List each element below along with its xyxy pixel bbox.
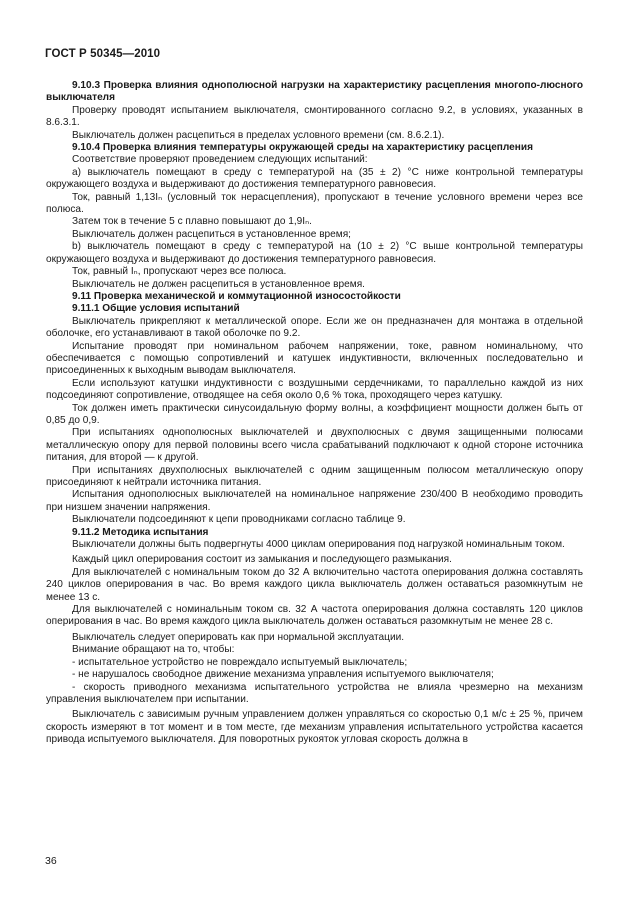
paragraph: - скорость приводного механизма испытательного устройства не влияла чрезмерно на механизм управления выключателем при испытании. xyxy=(46,681,583,705)
paragraph: Испытания однополюсных выключателей на номинальное напряжение 230/400 В необходимо проводить при низшем значении напряжения. xyxy=(46,489,583,513)
paragraph: Выключатель прикрепляют к металлической опоре. Если же он предназначен для монтажа в отдельной оболочке, его устанавливают в такой оболочке по 9.2. xyxy=(46,315,583,340)
paragraph: Выключатели подсоединяют к цепи проводниками согласно таблице 9. xyxy=(72,514,406,526)
paragraph: Внимание обращают на то, чтобы: xyxy=(72,644,235,656)
paragraph: Затем ток в течение 5 с плавно повышают до 1,9Iₙ. xyxy=(72,216,312,228)
paragraph: При испытаниях однополюсных выключателей и двухполюсных с двумя защищенными полюсами металлическую опору для первой половины всего числа срабатываний подключают к одной стороне источника питания, для второй — к другой. xyxy=(46,427,583,464)
section-heading: 9.11.1 Общие условия испытаний xyxy=(72,303,240,315)
document-body xyxy=(46,80,583,747)
paragraph: Проверку проводят испытанием выключателя, смонтированного согласно 9.2, в условиях, указанных в 8.6.3.1. xyxy=(46,104,583,129)
paragraph: Испытание проводят при номинальном рабочем напряжении, токе, равном номинальному, что обеспечивается с помощью сопротивлений и катушек индуктивности, включенных последовательно и присоединенных к выходным выводам выключателя. xyxy=(46,340,583,377)
paragraph: - испытательное устройство не повреждало испытуемый выключатель; xyxy=(72,656,408,668)
paragraph: Для выключателей с номинальным током до 32 А включительно частота оперирования должна составлять 240 циклов оперирования в час. Во время каждого цикла выключатель должен оставаться разомкнутым не менее 13 с. xyxy=(46,566,583,603)
paragraph: Выключатель следует оперировать как при нормальной эксплуатации. xyxy=(72,631,405,643)
section-heading: 9.10.4 Проверка влияния температуры окружающей среды на характеристику расцепления xyxy=(72,142,533,154)
paragraph: Соответствие проверяют проведением следующих испытаний: xyxy=(72,154,368,166)
paragraph: Ток, равный Iₙ, пропускают через все полюса. xyxy=(72,266,287,278)
paragraph: Выключатель должен расцепиться в пределах условного времени (см. 8.6.2.1). xyxy=(72,129,445,141)
paragraph: Для выключателей с номинальным током св. 32 А частота оперирования должна составлять 120 циклов оперирования в час. Во время каждого цикла выключатель должен оставаться разомкнутым не менее 28 с. xyxy=(46,604,583,628)
section-heading: 9.11.2 Методика испытания xyxy=(72,526,209,538)
paragraph: При испытаниях двухполюсных выключателей с одним защищенным полюсом металлическую опору присоединяют к нейтрали источника питания. xyxy=(46,464,583,488)
document-header: ГОСТ Р 50345—2010 xyxy=(45,48,161,60)
section-heading: 9.11 Проверка механической и коммутационной износостойкости xyxy=(72,290,401,302)
paragraph: Ток должен иметь практически синусоидальную форму волны, а коэффициент мощности должен быть от 0,85 до 0,9. xyxy=(46,402,583,426)
paragraph: Ток, равный 1,13Iₙ (условный ток нерасцепления), пропускают в течение условного времени через все полюса. xyxy=(46,191,583,216)
paragraph: Выключатель с зависимым ручным управлением должен управляться со скоростью 0,1 м/с ± 25 %, причем скорость измеряют в тот момент и в том месте, где механизм управления испытательного устройства касается привода испытуемого выключателя. Для поворотных рукояток угловая скорость должна в xyxy=(46,709,583,746)
paragraph: Каждый цикл оперирования состоит из замыкания и последующего размыкания. xyxy=(72,554,452,566)
paragraph: b) выключатель помещают в среду с температурой на (10 ± 2) °С выше контрольной температуры окружающего воздуха и выдерживают до достижения температурного равновесия. xyxy=(46,241,583,265)
paragraph: а) выключатель помещают в среду с температурой на (35 ± 2) °С ниже контрольной температуры окружающего воздуха и выдерживают до достижения температурного равновесия. xyxy=(46,166,583,191)
paragraph: Выключатель не должен расцепиться в установленное время. xyxy=(72,278,365,290)
paragraph: - не нарушалось свободное движение механизма управления испытуемого выключателя; xyxy=(72,669,494,681)
page-number: 36 xyxy=(45,855,57,867)
section-heading: 9.10.3 Проверка влияния однополюсной нагрузки на характеристику расцепления многопо-люсного выключателя xyxy=(46,80,583,104)
paragraph: Выключатели должны быть подвергнуты 4000 циклам оперирования под нагрузкой номинальным током. xyxy=(72,539,565,551)
paragraph: Если используют катушки индуктивности с воздушными сердечниками, то параллельно каждой из них подсоединяют сопротивление, отводящее на себя около 0,6 % тока, проходящего через катушку. xyxy=(46,377,583,402)
paragraph: Выключатель должен расцепиться в установленное время; xyxy=(72,228,351,240)
